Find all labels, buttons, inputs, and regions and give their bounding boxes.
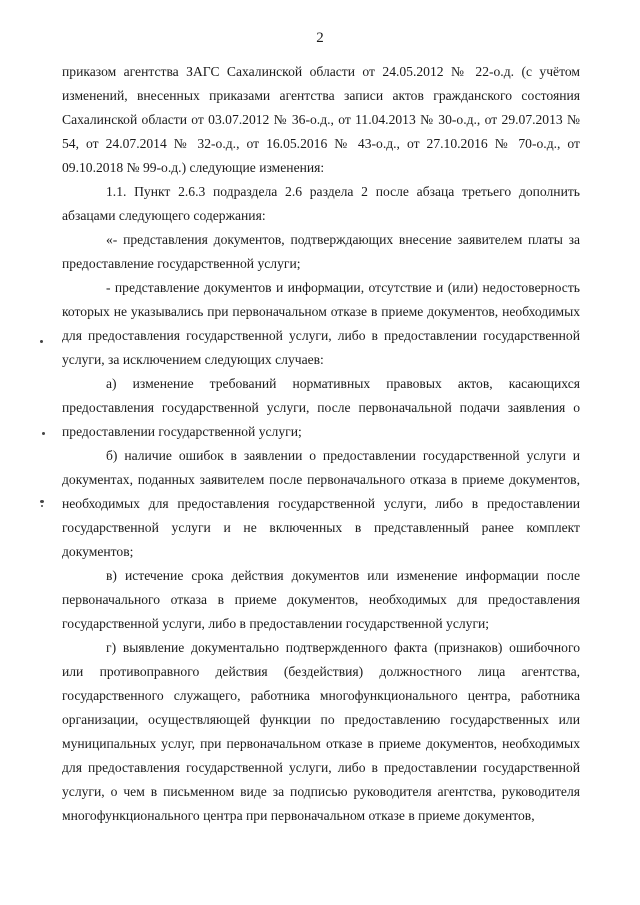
paragraph-case-g: г) выявление документально подтвержденного факта (признаков) ошибочного или противоправного действия (бездействия) должностного лица агентства, государственного служащего, работника многофункционального центра, работника организации, осуществляющей функции по предоставлению государственных или муниципальных услуг, при первоначальном отказе в приеме документов, необходимых для предоставления государственной услуги, либо в предоставлении государственной услуги, о чем в письменном виде за подписью руководителя агентства, руководителя многофункционального центра при первоначальном отказе в приеме документов, (62, 640, 580, 823)
paragraph-case-v: в) истечение срока действия документов или изменение информации после первоначального отказа в приеме документов, необходимых для предоставления государственной услуги, либо в предоставлении государственной услуги; (62, 568, 580, 631)
paragraph-item-1-1: 1.1. Пункт 2.6.3 подраздела 2.6 раздела 2 после абзаца третьего дополнить абзацами следующего содержания: (62, 184, 580, 223)
paragraph-case-a: а) изменение требований нормативных правовых актов, касающихся предоставления государственной услуги, после первоначальной подачи заявления о предоставлении государственной услуги; (62, 376, 580, 439)
scan-speck (40, 500, 44, 503)
page-number: 2 (316, 30, 324, 46)
paragraph-intro-continuation: приказом агентства ЗАГС Сахалинской области от 24.05.2012 № 22-о.д. (с учётом изменений, внесенных приказами агентства записи актов гражданского состояния Сахалинской области от 03.07.2012 № 36-о.д., от 11.04.2013 № 30-о.д., от 29.07.2013 № 54, от 24.07.2014 № 32-о.д., от 16.05.2016 № 43-о.д., от 27.10.2016 № 70-о.д., от 09.10.2018 № 99-о.д.) следующие изменения: (62, 64, 580, 175)
paragraph-payment-documents: «- представления документов, подтверждающих внесение заявителем платы за предоставление государственной услуги; (62, 232, 580, 271)
paragraph-case-b: б) наличие ошибок в заявлении о предоставлении государственной услуги и документах, поданных заявителем после первоначального отказа в приеме документов, необходимых для предоставления государственной услуги, либо в предоставлении государственной услуги и не включенных в представленный ранее комплект документов; (62, 448, 580, 559)
scan-speck (41, 505, 43, 507)
scan-speck (42, 432, 45, 435)
scan-speck (40, 340, 43, 343)
paragraph-documents-information: - представление документов и информации, отсутствие и (или) недостоверность которых не указывались при первоначальном отказе в приеме документов, необходимых для предоставления государственной услуги, либо в предоставлении государственной услуги, за исключением следующих случаев: (62, 280, 580, 367)
document-body (62, 60, 580, 828)
